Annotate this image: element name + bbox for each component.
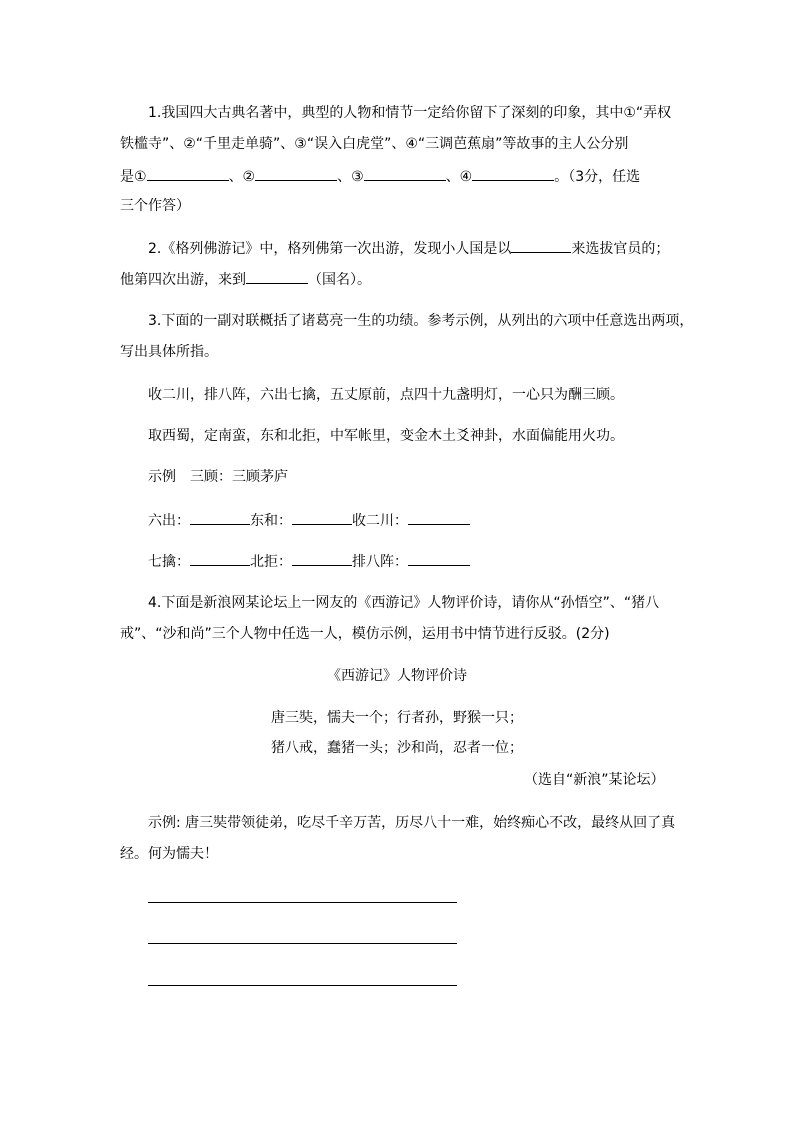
couplet-line2: 取西蜀，定南蛮，东和北拒，中军帐里，变金木土爻神卦，水面偏能用火功。 xyxy=(148,428,624,444)
answer-blank-2[interactable] xyxy=(255,165,337,181)
label-paibazhen: 排八阵： xyxy=(352,554,408,570)
q1-sep4: 、④ xyxy=(445,169,473,185)
answer-blank-paibazhen[interactable] xyxy=(408,550,470,566)
poem-title: 《西游记》人物评价诗 xyxy=(327,668,467,684)
q2-line1 xyxy=(148,237,669,257)
q4-line2: 戒”、“沙和尚”三个人物中任选一人，模仿示例，运用书中情节进行反驳。(2分) xyxy=(120,626,610,642)
answer-blank-q2-2[interactable] xyxy=(246,268,308,284)
q2-line2-end: （国名）。 xyxy=(308,272,371,288)
q1-line4: 三个作答） xyxy=(120,198,190,214)
answer-blank-4[interactable] xyxy=(472,165,554,181)
q1-line3-start: 是① xyxy=(120,169,147,185)
q3-answer-row2 xyxy=(148,550,470,570)
q1-line1: 1.我国四大古典名著中，典型的人物和情节一定给你留下了深刻的印象，其中①“弄权 xyxy=(148,105,672,121)
q1-sep2: 、② xyxy=(228,169,256,185)
answer-blank-1[interactable] xyxy=(147,165,229,181)
answer-blank-q2-1[interactable] xyxy=(511,237,571,253)
poem-line2: 猪八戒，蠢猪一头；沙和尚，忍者一位； xyxy=(271,740,523,756)
answer-blank-liuchu[interactable] xyxy=(190,509,250,525)
label-donghe: 东和： xyxy=(250,513,292,529)
q1-sep3: 、③ xyxy=(337,169,364,185)
label-beiju: 北拒： xyxy=(250,554,292,570)
label-qiqin: 七擒： xyxy=(148,554,190,570)
q1-line3 xyxy=(120,165,640,185)
q2-line2 xyxy=(120,268,371,288)
poem-source: （选自“新浪”某论坛） xyxy=(524,772,665,788)
q4-line1: 4.下面是新浪网某论坛上一网友的《西游记》人物评价诗，请你从“孙悟空”、“猪八 xyxy=(148,595,660,611)
q2-line1-end: 来选拔官员的； xyxy=(571,241,670,257)
answer-blank-qiqin[interactable] xyxy=(190,550,250,566)
q2-line1-start: 2.《格列佛游记》中，格列佛第一次出游，发现小人国是以 xyxy=(148,241,512,257)
poem-line1: 唐三奘，懦夫一个；行者孙，野猴一只； xyxy=(271,710,523,726)
q3-line2: 写出具体所指。 xyxy=(120,344,218,360)
q1-line3-end: 。（3分，任选 xyxy=(554,169,641,185)
q3-example: 示例 三顾：三顾茅庐 xyxy=(148,469,288,485)
q4-example-line2: 经。何为懦夫！ xyxy=(120,846,218,862)
q4-example-line1: 示例: 唐三奘带领徒弟，吃尽千辛万苦，历尽八十一难，始终痴心不改，最终从回了真 xyxy=(148,815,676,831)
q1-line2: 铁槛寺”、②“千里走单骑”、③“误入白虎堂”、④“三调芭蕉扇”等故事的主人公分别 xyxy=(120,136,629,152)
answer-line-2[interactable] xyxy=(148,943,457,944)
answer-blank-3[interactable] xyxy=(364,165,446,181)
answer-line-3[interactable] xyxy=(148,985,457,986)
label-liuchu: 六出： xyxy=(148,513,190,529)
label-shouerchuan: 收二川： xyxy=(352,513,408,529)
answer-line-1[interactable] xyxy=(148,902,457,903)
q2-line2-start: 他第四次出游，来到 xyxy=(120,272,246,288)
answer-blank-beiju[interactable] xyxy=(292,550,352,566)
q3-line1: 3.下面的一副对联概括了诸葛亮一生的功绩。参考示例，从列出的六项中任意选出两项， xyxy=(148,313,694,329)
answer-blank-donghe[interactable] xyxy=(292,509,352,525)
q3-answer-row1 xyxy=(148,509,470,529)
couplet-line1: 收二川，排八阵，六出七擒，五丈原前，点四十九盏明灯，一心只为酬三顾。 xyxy=(148,387,624,403)
answer-blank-shouerchuan[interactable] xyxy=(408,509,470,525)
